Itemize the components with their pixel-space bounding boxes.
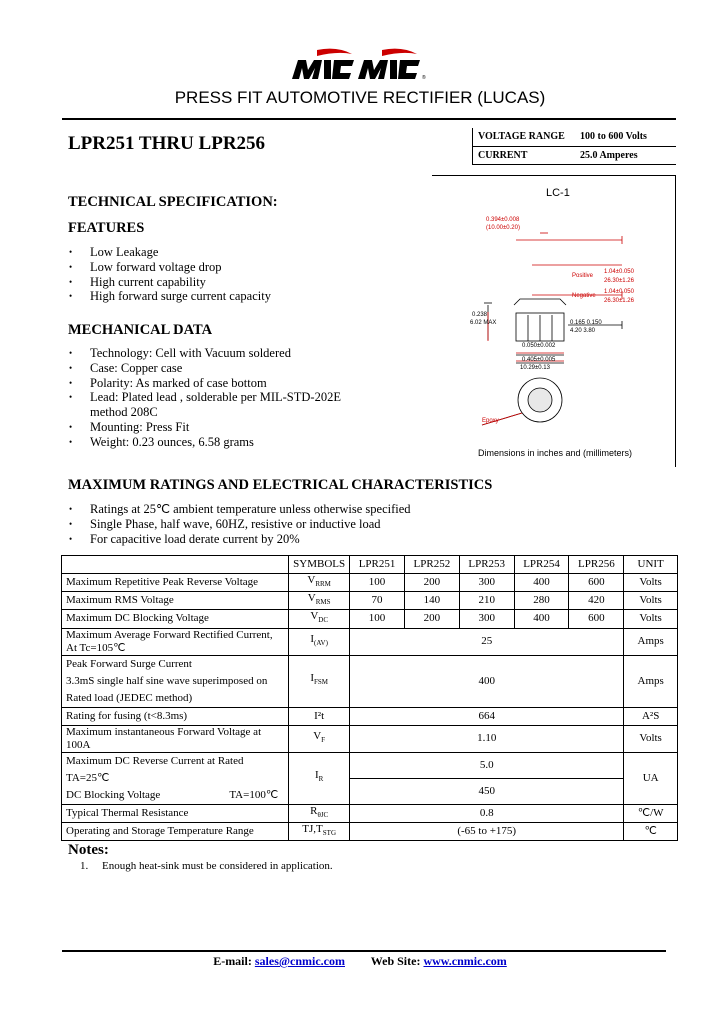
- symbol-sub: RRM: [315, 580, 331, 589]
- positive-dim: 1.04±0.050: [604, 269, 634, 275]
- table-row: [62, 804, 678, 822]
- table-cell: 100: [350, 610, 405, 628]
- symbol: I: [310, 672, 314, 685]
- table-cell: Maximum Repetitive Peak Reverse Voltage: [62, 574, 289, 592]
- ratings-heading: MAXIMUM RATINGS AND ELECTRICAL CHARACTERISTICS: [68, 477, 493, 493]
- dim-right: 0.165 0.150: [570, 320, 602, 326]
- list-item: [68, 405, 341, 420]
- symbol-sub: R: [318, 775, 324, 784]
- table-row: [62, 822, 678, 840]
- table-header-row: [62, 556, 678, 574]
- table-row: [62, 574, 678, 592]
- list-item: • Technology: Cell with Vacuum soldered: [68, 346, 341, 361]
- table-cell: [289, 655, 350, 707]
- table-cell: [289, 822, 350, 840]
- dimensions-caption: Dimensions in inches and (millimeters): [478, 448, 633, 458]
- table-header: UNIT: [624, 556, 678, 574]
- list-item: • High current capability: [68, 275, 271, 290]
- note-item: 1. Enough heat-sink must be considered in application.: [80, 860, 333, 872]
- table-cell: 300: [459, 610, 514, 628]
- features-list: [68, 245, 271, 304]
- table-row: [62, 725, 678, 752]
- cell-line: Rated load (JEDEC method): [66, 691, 193, 704]
- table-cell: 600: [569, 610, 624, 628]
- table-cell: [289, 574, 350, 592]
- table-cell: ℃/W: [624, 804, 678, 822]
- features-heading: FEATURES: [68, 220, 145, 236]
- table-cell: [289, 628, 350, 655]
- table-cell: 0.8: [350, 804, 624, 822]
- table-cell: 300: [459, 574, 514, 592]
- footer: [0, 954, 720, 969]
- table-cell: (-65 to +175): [350, 822, 624, 840]
- dim-left: 0.238: [472, 312, 488, 318]
- epoxy-label: Epoxy: [482, 418, 499, 424]
- symbol: R: [310, 804, 318, 817]
- mechanical-heading: MECHANICAL DATA: [68, 322, 213, 338]
- table-row: [62, 655, 678, 707]
- negative-label: Negative: [572, 293, 596, 299]
- mechanical-list: [68, 346, 341, 450]
- table-cell: 200: [404, 610, 459, 628]
- symbol-sub: θJC: [317, 810, 329, 819]
- symbol-sub: FSM: [313, 678, 328, 687]
- package-label: LC-1: [546, 187, 570, 199]
- symbol: I: [314, 769, 319, 782]
- symbol-sub: (AV): [314, 639, 328, 648]
- tech-spec-heading: TECHNICAL SPECIFICATION:: [68, 194, 278, 210]
- symbol-sub: RMS: [315, 598, 331, 607]
- list-item: • Ratings at 25℃ ambient temperature unless otherwise specified: [68, 502, 411, 517]
- table-cell: Operating and Storage Temperature Range: [62, 822, 289, 840]
- table-cell: Maximum RMS Voltage: [62, 592, 289, 610]
- cell-line: [66, 787, 284, 804]
- table-cell: [289, 752, 350, 804]
- dim-mid: 0.050±0.002: [522, 343, 556, 349]
- package-drawing: [432, 175, 676, 467]
- symbol: I: [310, 632, 315, 645]
- dim-right-mm: 4.20 3.80: [570, 328, 596, 334]
- dim-left-mm: 6.02 MAX: [470, 320, 497, 326]
- table-cell: Volts: [624, 592, 678, 610]
- table-cell: [289, 592, 350, 610]
- list-item: • Single Phase, half wave, 60HZ, resistive or inductive load: [68, 517, 411, 532]
- mic-logo: [292, 48, 442, 80]
- current-label: CURRENT: [478, 150, 528, 161]
- list-item: • Low forward voltage drop: [68, 260, 271, 275]
- symbol-sub: STG: [322, 828, 337, 837]
- table-header: SYMBOLS: [289, 556, 350, 574]
- list-item: • High forward surge current capacity: [68, 289, 271, 304]
- ratings-table: [61, 555, 678, 841]
- table-row: [62, 707, 678, 725]
- table-cell: [62, 556, 289, 574]
- header-divider: [62, 118, 676, 120]
- summary-bottom-border: [472, 164, 676, 165]
- table-cell: 400: [350, 655, 624, 707]
- table-cell: [62, 655, 289, 707]
- symbol: V: [310, 610, 319, 623]
- voltage-range-label: VOLTAGE RANGE: [478, 131, 565, 142]
- table-cell: 600: [569, 574, 624, 592]
- table-cell: Typical Thermal Resistance: [62, 804, 289, 822]
- positive-dim-mm: 26.30±1.26: [604, 278, 634, 284]
- cell-text: TA=100℃: [229, 788, 279, 801]
- dim-top: 0.394±0.008: [486, 217, 520, 223]
- part-number: LPR251 THRU LPR256: [68, 133, 266, 154]
- table-cell: 664: [350, 707, 624, 725]
- table-cell: 450: [350, 778, 624, 804]
- list-item-continuation: method 208C: [90, 405, 158, 420]
- table-header: LPR254: [514, 556, 569, 574]
- table-cell: Maximum DC Blocking Voltage: [62, 610, 289, 628]
- table-cell: Amps: [624, 655, 678, 707]
- cell-line: 3.3mS single half sine wave superimposed on: [66, 674, 268, 687]
- summary-mid-border: [472, 146, 676, 147]
- negative-dim: 1.04±0.050: [604, 289, 634, 295]
- table-cell: 100: [350, 574, 405, 592]
- symbol-sub: F: [321, 736, 326, 745]
- table-cell: 25: [350, 628, 624, 655]
- dim-bottom: 0.405±0.005: [522, 357, 556, 363]
- table-cell: 420: [569, 592, 624, 610]
- list-item: • Weight: 0.23 ounces, 6.58 grams: [68, 435, 341, 450]
- web-label: Web Site:: [370, 954, 421, 968]
- table-cell: A²S: [624, 707, 678, 725]
- table-cell: Volts: [624, 574, 678, 592]
- table-header: LPR252: [404, 556, 459, 574]
- table-cell: Volts: [624, 610, 678, 628]
- table-cell: 140: [404, 592, 459, 610]
- table-cell: 200: [404, 574, 459, 592]
- ratings-notes: [68, 502, 411, 546]
- symbol: V: [313, 729, 322, 742]
- table-cell: UA: [624, 752, 678, 804]
- table-cell: 70: [350, 592, 405, 610]
- table-row: [62, 752, 678, 778]
- email-link[interactable]: sales@cnmic.com: [254, 954, 345, 968]
- footer-divider: [62, 950, 666, 952]
- document-title: PRESS FIT AUTOMOTIVE RECTIFIER (LUCAS): [174, 88, 546, 107]
- voltage-range-value: 100 to 600 Volts: [580, 131, 647, 142]
- list-item: • Lead: Plated lead , solderable per MIL-STD-202E: [68, 390, 341, 405]
- cell-line: Maximum DC Reverse Current at Rated TA=25℃: [66, 754, 244, 784]
- symbol: V: [307, 574, 316, 586]
- notes-heading: Notes:: [68, 842, 109, 858]
- table-cell: [289, 725, 350, 752]
- table-cell: 400: [514, 610, 569, 628]
- package-diagram: [432, 175, 676, 467]
- negative-dim-mm: 26.30±1.26: [604, 298, 634, 304]
- website-link[interactable]: www.cnmic.com: [423, 954, 507, 968]
- table-cell: Amps: [624, 628, 678, 655]
- list-item: • For capacitive load derate current by 20%: [68, 532, 411, 547]
- table-cell: 1.10: [350, 725, 624, 752]
- table-cell: Volts: [624, 725, 678, 752]
- table-cell: 400: [514, 574, 569, 592]
- table-cell: ℃: [624, 822, 678, 840]
- table-cell: [62, 752, 289, 804]
- cell-line: At Tc=105℃: [66, 641, 126, 654]
- current-value: 25.0 Amperes: [580, 150, 638, 161]
- dim-bottom-mm: 10.29±0.13: [520, 365, 550, 371]
- svg-text:®: ®: [422, 75, 426, 80]
- table-cell: Maximum instantaneous Forward Voltage at 100A: [62, 725, 289, 752]
- email-label: E-mail:: [213, 954, 252, 968]
- cell-line: Peak Forward Surge Current: [66, 657, 192, 670]
- list-item: • Case: Copper case: [68, 361, 341, 376]
- symbol-sub: DC: [318, 616, 328, 625]
- table-cell: [62, 628, 289, 655]
- table-cell: 210: [459, 592, 514, 610]
- list-item: • Polarity: As marked of case bottom: [68, 376, 341, 391]
- table-cell: I²t: [289, 707, 350, 725]
- table-cell: [289, 610, 350, 628]
- table-cell: 5.0: [350, 752, 624, 778]
- table-cell: Rating for fusing (t<8.3ms): [62, 707, 289, 725]
- table-row: [62, 628, 678, 655]
- positive-label: Positive: [572, 273, 594, 279]
- table-cell: 280: [514, 592, 569, 610]
- table-header: LPR251: [350, 556, 405, 574]
- table-header: LPR253: [459, 556, 514, 574]
- list-item: • Low Leakage: [68, 245, 271, 260]
- table-cell: [289, 804, 350, 822]
- symbol: TJ,T: [302, 822, 323, 835]
- list-item: • Mounting: Press Fit: [68, 420, 341, 435]
- table-row: [62, 610, 678, 628]
- table-header: LPR256: [569, 556, 624, 574]
- symbol: V: [307, 592, 316, 605]
- table-row: [62, 592, 678, 610]
- cell-text: DC Blocking Voltage: [66, 788, 161, 801]
- cell-line: Maximum Average Forward Rectified Current,: [66, 628, 273, 641]
- dim-top-mm: (10.00±0.20): [486, 225, 520, 231]
